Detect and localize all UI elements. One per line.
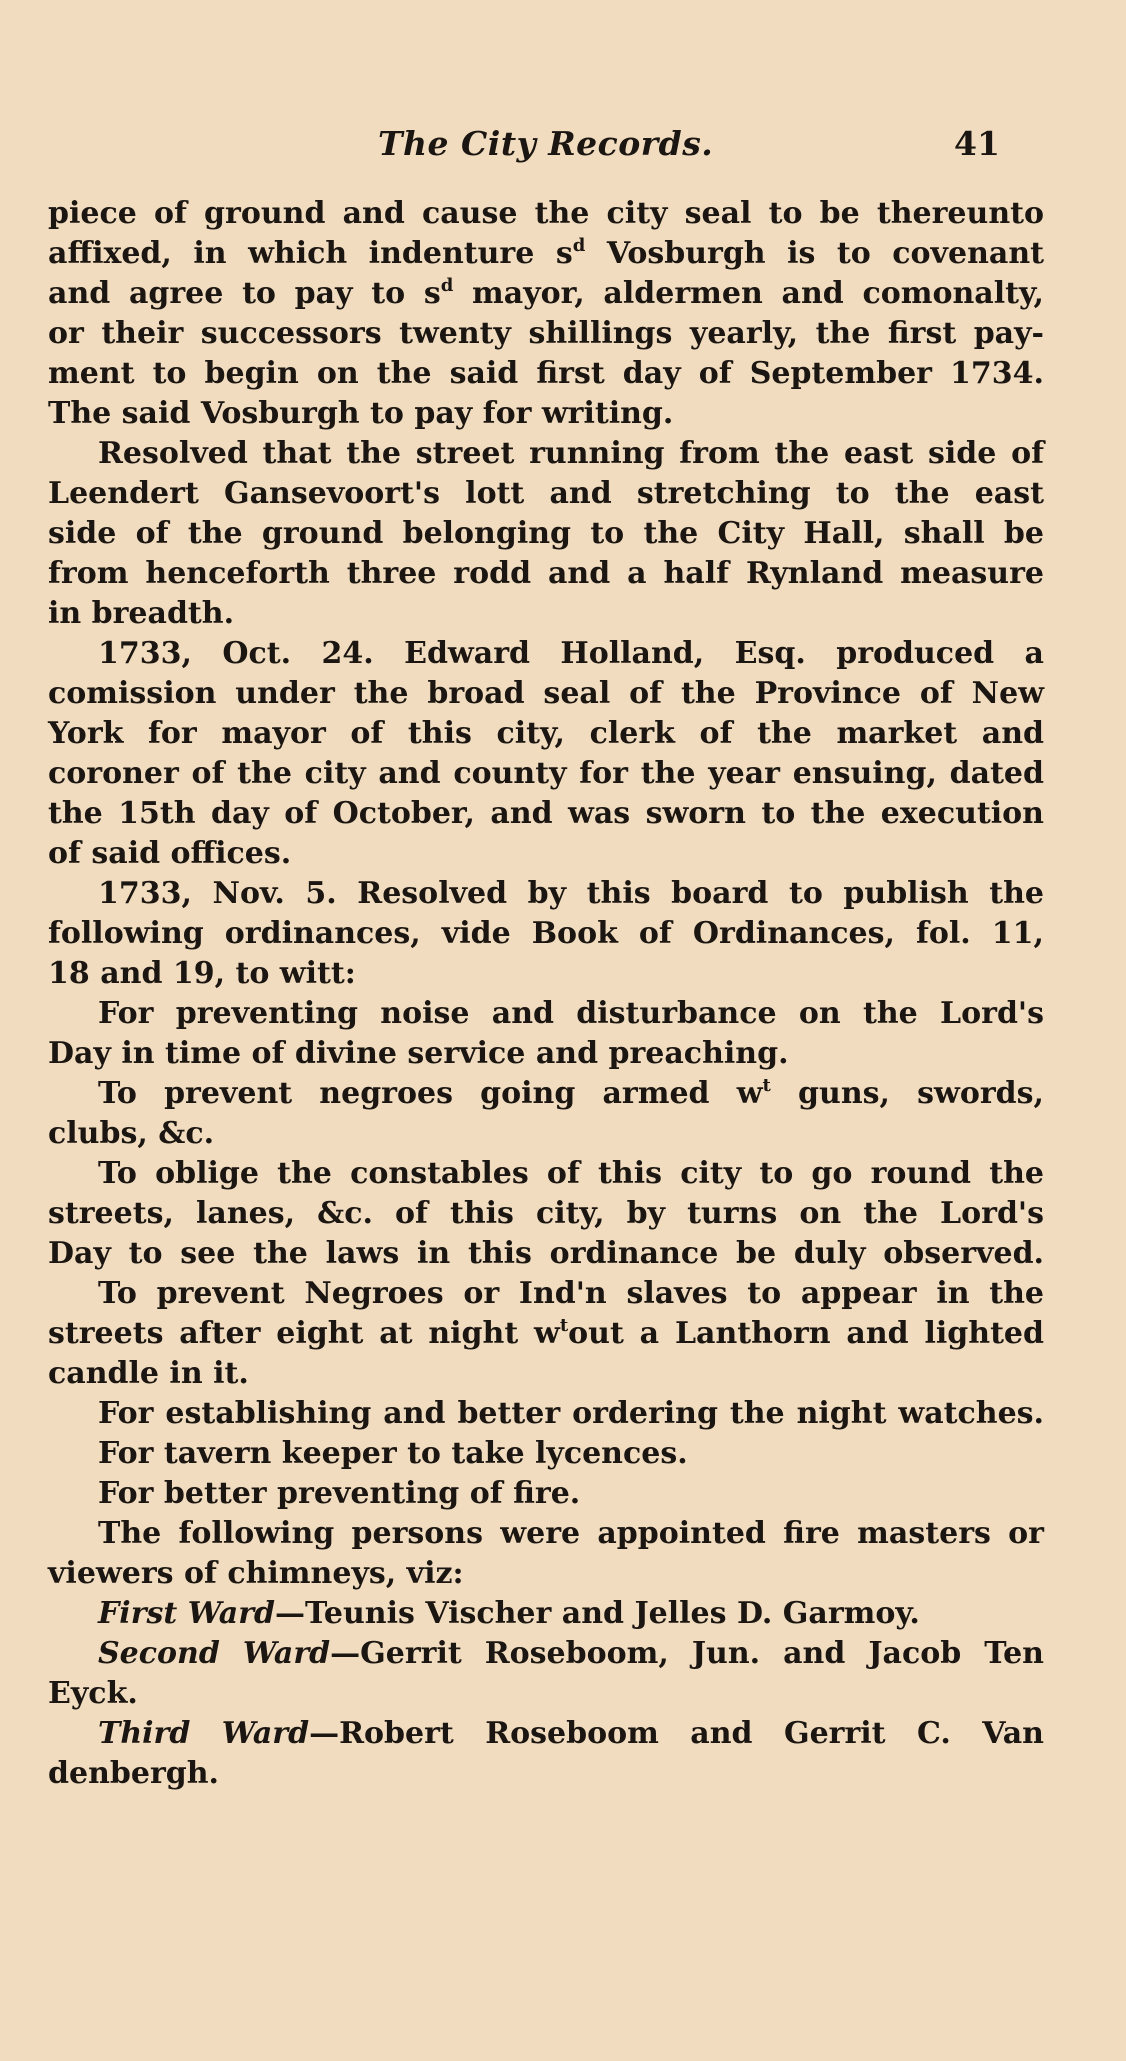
line-text: Day to see the laws in this ordinance be duly observed.: [48, 1236, 1044, 1271]
text-line: [48, 1034, 1044, 1074]
text-line: [48, 1394, 1044, 1434]
text-line: [48, 554, 1044, 594]
superscript: t: [762, 1075, 771, 1096]
line-text: To prevent negroes going armed w: [98, 1076, 763, 1111]
text-line: [48, 1554, 1044, 1594]
superscript: t: [559, 1315, 569, 1336]
text-line: [48, 1434, 1044, 1474]
line-text: coroner of the city and county for the year ensuing, dated: [48, 756, 1044, 791]
line-text: of said offices.: [48, 836, 292, 871]
line-text: York for mayor of this city, clerk of the market and: [48, 716, 1044, 751]
line-text: or their successors twenty shillings yearly, the first pay-: [48, 316, 1044, 351]
text-line: [48, 594, 1044, 634]
text-line: [48, 714, 1044, 754]
text-line: [48, 354, 1044, 394]
text-line: [48, 1154, 1044, 1194]
text-line: [48, 394, 1044, 434]
text-line: [48, 1674, 1044, 1714]
text-line: [48, 794, 1044, 834]
text-line: [48, 1634, 1044, 1674]
text-line: [48, 674, 1044, 714]
text-line: [48, 314, 1044, 354]
text-line: [48, 194, 1044, 234]
line-text: Leendert Gansevoort's lott and stretching to the east: [48, 476, 1044, 511]
line-text: and agree to pay to s: [48, 276, 441, 311]
text-line: [48, 1474, 1044, 1514]
line-text: in breadth.: [48, 596, 235, 631]
text-line: [48, 834, 1044, 874]
text-line: [48, 1074, 1044, 1114]
text-line: [48, 274, 1044, 314]
text-line: [48, 1714, 1044, 1754]
line-text: Eyck.: [48, 1676, 138, 1711]
line-text-after: Vosburgh is to covenant: [585, 236, 1044, 271]
text-line: [48, 1274, 1044, 1314]
line-text: To oblige the constables of this city to go round the: [98, 1156, 1044, 1191]
text-line: [48, 634, 1044, 674]
text-line: [48, 1514, 1044, 1554]
text-line: [48, 1594, 1044, 1634]
line-text: 18 and 19, to witt:: [48, 956, 356, 991]
line-text-after: out a Lanthorn and lighted: [568, 1316, 1044, 1351]
line-text: streets, lanes, &c. of this city, by turns on the Lord's: [48, 1196, 1044, 1231]
text-line: [48, 1114, 1044, 1154]
line-text: —Robert Roseboom and Gerrit C. Van: [309, 1716, 1044, 1751]
line-text: affixed, in which indenture s: [48, 236, 573, 271]
line-text: candle in it.: [48, 1356, 249, 1391]
text-line: [48, 954, 1044, 994]
text-line: [48, 234, 1044, 274]
line-text: from henceforth three rodd and a half Rynland measure: [48, 556, 1044, 591]
line-text: side of the ground belonging to the City Hall, shall be: [48, 516, 1044, 551]
line-text: For better preventing of fire.: [98, 1476, 581, 1511]
text-line: [48, 514, 1044, 554]
line-text: For establishing and better ordering the night watches.: [98, 1396, 1044, 1431]
line-text-after: guns, swords,: [770, 1076, 1044, 1111]
line-text: The following persons were appointed fire masters or: [98, 1516, 1044, 1551]
ward-label: Third Ward: [98, 1716, 310, 1751]
line-text: Day in time of divine service and preaching.: [48, 1036, 789, 1071]
line-text: piece of ground and cause the city seal to be thereunto: [48, 196, 1044, 231]
text-line: [48, 1234, 1044, 1274]
line-text: 1733, Nov. 5. Resolved by this board to publish the: [98, 876, 1044, 911]
line-text: clubs, &c.: [48, 1116, 215, 1151]
line-text: Resolved that the street running from the east side of: [98, 436, 1044, 471]
running-title: The City Records.: [378, 124, 714, 163]
page-header: [0, 122, 1126, 174]
line-text: denbergh.: [48, 1756, 219, 1791]
text-line: [48, 754, 1044, 794]
text-line: [48, 474, 1044, 514]
line-text: For preventing noise and disturbance on the Lord's: [98, 996, 1044, 1031]
text-line: [48, 994, 1044, 1034]
line-text: —Gerrit Roseboom, Jun. and Jacob Ten: [330, 1636, 1044, 1671]
superscript: d: [440, 275, 454, 296]
text-line: [48, 914, 1044, 954]
page-number: 41: [954, 124, 1000, 163]
line-text: —Teunis Vischer and Jelles D. Garmoy.: [275, 1596, 920, 1631]
text-line: [48, 874, 1044, 914]
line-text: To prevent Negroes or Ind'n slaves to appear in the: [98, 1276, 1044, 1311]
text-line: [48, 1754, 1044, 1794]
line-text: viewers of chimneys, viz:: [48, 1556, 464, 1591]
line-text: For tavern keeper to take lycences.: [98, 1436, 688, 1471]
superscript: d: [572, 235, 586, 256]
line-text: streets after eight at night w: [48, 1316, 560, 1351]
line-text: comission under the broad seal of the Province of New: [48, 676, 1044, 711]
body-text: [48, 194, 1044, 1794]
text-line: [48, 1194, 1044, 1234]
ward-label: Second Ward: [98, 1636, 331, 1671]
ward-label: First Ward: [98, 1596, 275, 1631]
line-text: the 15th day of October, and was sworn to the execution: [48, 796, 1044, 831]
line-text: ment to begin on the said first day of September 1734.: [48, 356, 1044, 391]
line-text: The said Vosburgh to pay for writing.: [48, 396, 674, 431]
line-text: following ordinances, vide Book of Ordinances, fol. 11,: [48, 916, 1044, 951]
text-line: [48, 434, 1044, 474]
text-line: [48, 1354, 1044, 1394]
text-line: [48, 1314, 1044, 1354]
line-text: 1733, Oct. 24. Edward Holland, Esq. produced a: [98, 636, 1044, 671]
line-text-after: mayor, aldermen and comonalty,: [453, 276, 1044, 311]
